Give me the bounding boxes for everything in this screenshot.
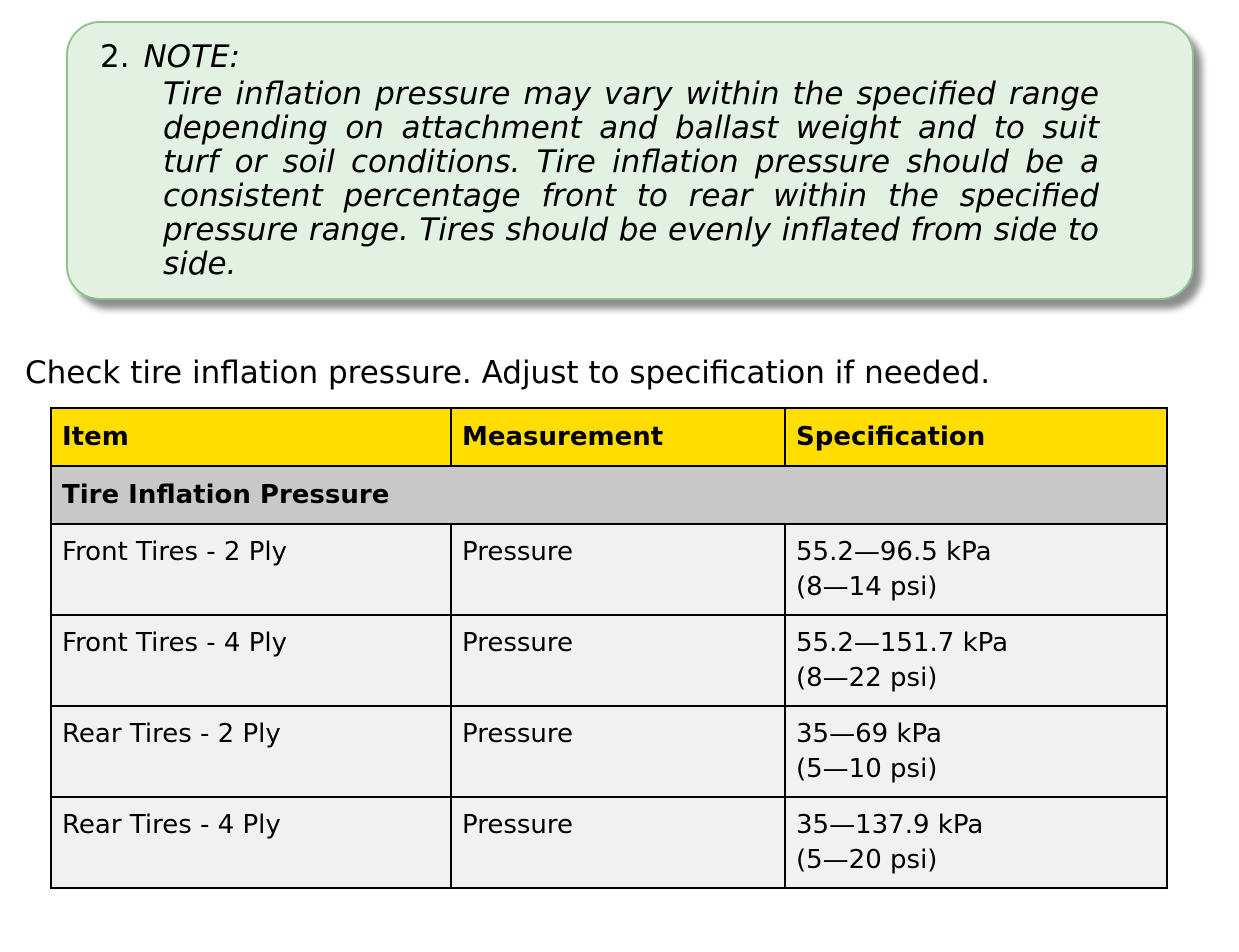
- header-specification: Specification: [785, 408, 1167, 466]
- spec-metric: 35—137.9 kPa: [796, 810, 984, 840]
- row-item: Front Tires - 4 Ply: [51, 615, 451, 706]
- row-specification: [785, 706, 1167, 797]
- table-row: [51, 524, 1167, 615]
- table-row: [51, 615, 1167, 706]
- spec-imperial: (8—14 psi): [796, 572, 938, 602]
- spec-metric: 55.2—96.5 kPa: [796, 537, 992, 567]
- spec-metric: 55.2—151.7 kPa: [796, 628, 1009, 658]
- row-measurement: Pressure: [451, 524, 785, 615]
- row-measurement: Pressure: [451, 706, 785, 797]
- row-specification: [785, 615, 1167, 706]
- table-row: [51, 706, 1167, 797]
- group-title: Tire Inflation Pressure: [51, 466, 1167, 524]
- spec-imperial: (8—22 psi): [796, 663, 938, 693]
- header-measurement: Measurement: [451, 408, 785, 466]
- note-heading: [100, 40, 240, 74]
- row-item: Rear Tires - 4 Ply: [51, 797, 451, 888]
- note-text: Tire inflation pressure may vary within the specified range depending on attachment and ballast weight and to suit turf or soil conditions. Tire inflation pressure should be a consistent percentage front to rear within the specified pressure range. Tires should be evenly inflated from side to side.: [163, 76, 1099, 282]
- tire-pressure-table: [50, 407, 1168, 889]
- spec-metric: 35—69 kPa: [796, 719, 942, 749]
- table-row: [51, 797, 1167, 888]
- intro-instruction: Check tire inflation pressure. Adjust to specification if needed.: [25, 355, 991, 391]
- table-group-row: [51, 466, 1167, 524]
- spec-imperial: (5—10 psi): [796, 754, 938, 784]
- row-specification: [785, 524, 1167, 615]
- spec-imperial: (5—20 psi): [796, 845, 938, 875]
- row-specification: [785, 797, 1167, 888]
- table-header-row: [51, 408, 1167, 466]
- row-item: Front Tires - 2 Ply: [51, 524, 451, 615]
- row-measurement: Pressure: [451, 615, 785, 706]
- header-item: Item: [51, 408, 451, 466]
- row-measurement: Pressure: [451, 797, 785, 888]
- note-label: NOTE:: [143, 39, 240, 75]
- row-item: Rear Tires - 2 Ply: [51, 706, 451, 797]
- note-number: 2.: [100, 39, 130, 75]
